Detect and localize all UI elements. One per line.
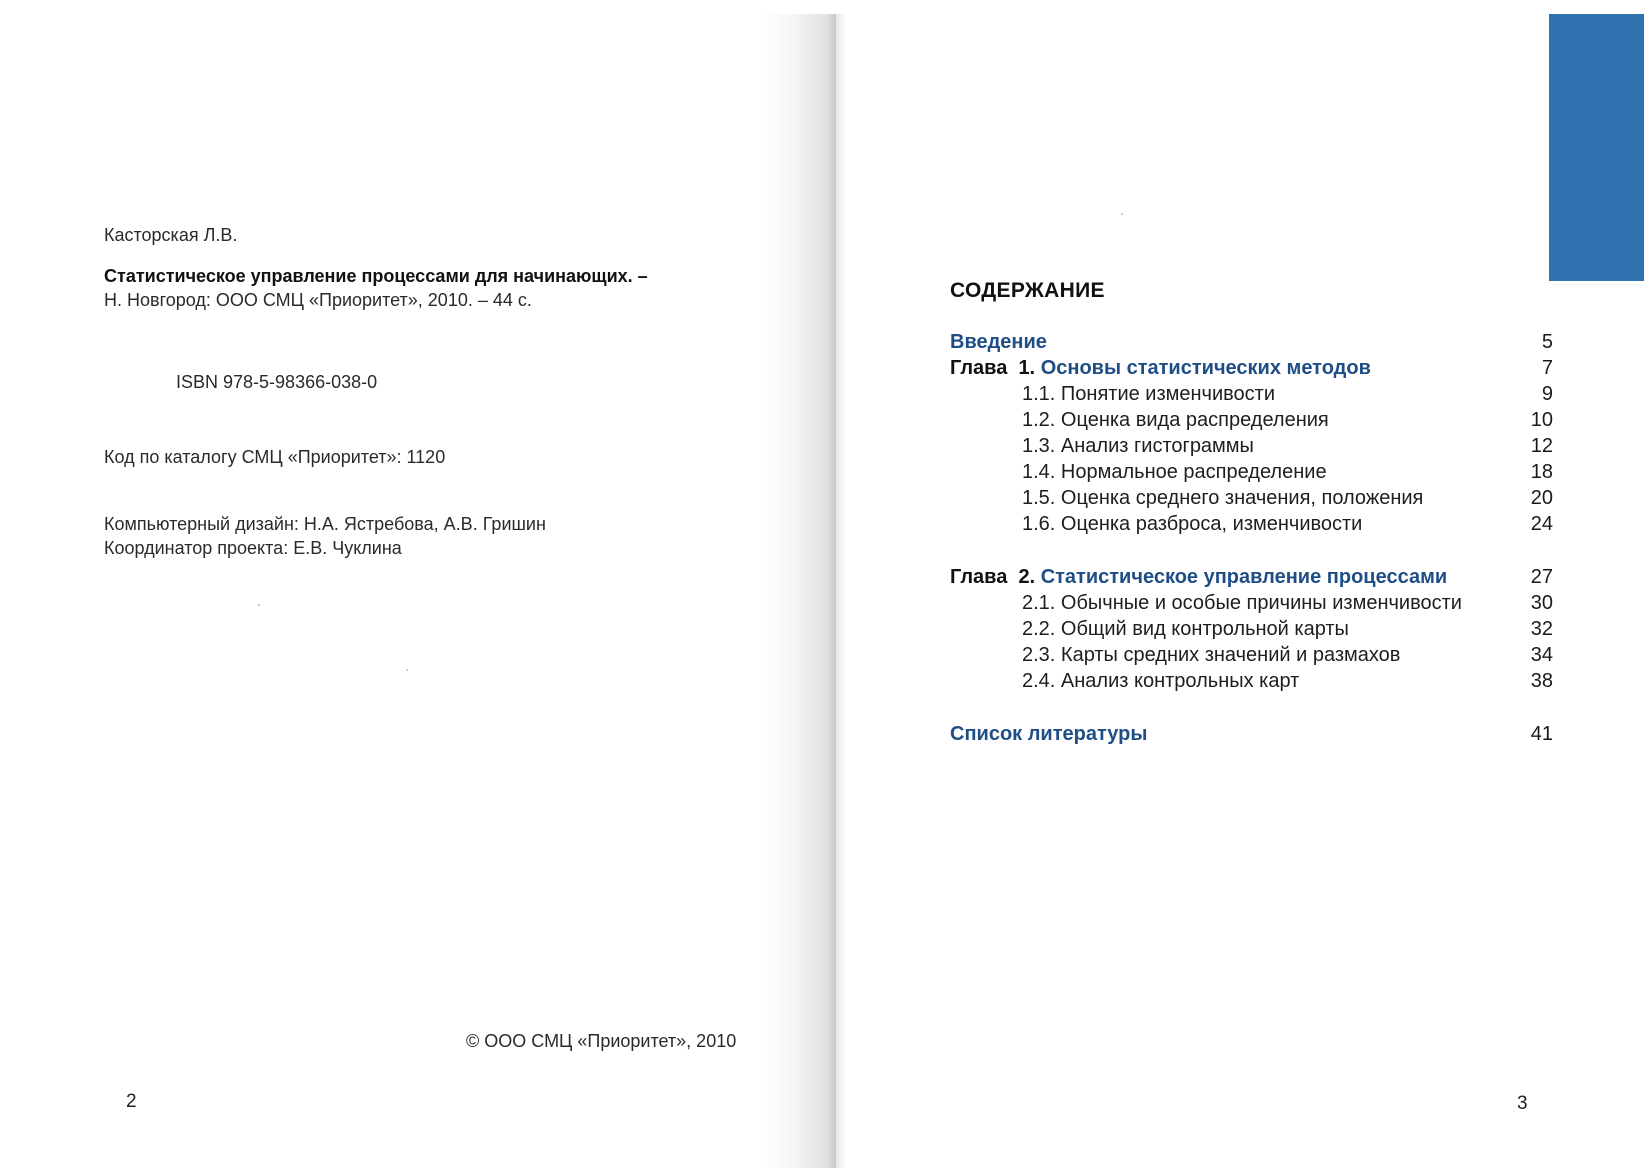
coordinator-credit: Координатор проекта: Е.В. Чуклина [104, 538, 402, 558]
isbn: ISBN 978-5-98366-038-0 [176, 372, 378, 392]
chapter-title: Основы статистических методов [1040, 357, 1371, 379]
chapter-title: Статистическое управление процессами [1040, 566, 1448, 588]
page-number-right: 3 [1517, 1093, 1528, 1114]
section-title: 1.4. Нормальное распределение [1022, 461, 1327, 483]
toc-chapter-2[interactable] [950, 564, 1553, 590]
publisher-line: Н. Новгород: ООО СМЦ «Приоритет», 2010. – 44 с. [104, 290, 532, 310]
toc-page-number: 18 [1530, 461, 1553, 483]
toc-heading: СОДЕРЖАНИЕ [950, 279, 1105, 302]
paper-speck [258, 604, 260, 606]
toc-page-number: 32 [1530, 618, 1553, 640]
section-title: 1.1. Понятие изменчивости [1022, 383, 1276, 405]
toc-section[interactable] [950, 407, 1553, 433]
toc-intro-title: Введение [950, 331, 1047, 353]
toc-section[interactable] [950, 642, 1553, 668]
toc-section[interactable] [950, 459, 1553, 485]
toc-page-number: 5 [1541, 331, 1553, 353]
section-title: 2.3. Карты средних значений и размахов [1022, 644, 1401, 666]
blue-corner-tab [1549, 14, 1644, 281]
chapter-label: Глава 1. [950, 357, 1036, 379]
book-title: Статистическое управление процессами для начинающих. – [104, 266, 648, 286]
section-title: 1.5. Оценка среднего значения, положения [1022, 487, 1424, 509]
catalog-code: Код по каталогу СМЦ «Приоритет»: 1120 [104, 447, 446, 467]
toc-page-number: 30 [1530, 592, 1553, 614]
paper-speck [1121, 213, 1123, 215]
toc-section[interactable] [950, 616, 1553, 642]
toc-page-number: 34 [1530, 644, 1553, 666]
author-name: Касторская Л.В. [104, 225, 238, 245]
page-number-left: 2 [126, 1091, 137, 1112]
toc-page-number: 27 [1530, 566, 1553, 588]
toc-page-number: 38 [1530, 670, 1553, 692]
toc-section[interactable] [950, 590, 1553, 616]
toc-page-number: 24 [1530, 513, 1553, 535]
toc-chapter-1[interactable] [950, 355, 1553, 381]
section-title: 1.2. Оценка вида распределения [1022, 409, 1329, 431]
toc-section[interactable] [950, 381, 1553, 407]
toc-section[interactable] [950, 485, 1553, 511]
section-title: 2.4. Анализ контрольных карт [1022, 670, 1300, 692]
toc-page-number: 10 [1530, 409, 1553, 431]
toc-page-number: 20 [1530, 487, 1553, 509]
section-title: 2.2. Общий вид контрольной карты [1022, 618, 1349, 640]
section-title: 1.3. Анализ гистограммы [1022, 435, 1254, 457]
toc-page-number: 12 [1530, 435, 1553, 457]
toc-page-number: 41 [1530, 723, 1553, 745]
toc-bibliography-entry[interactable] [950, 721, 1553, 747]
gutter-shadow-right [836, 14, 846, 1168]
toc-page-number: 9 [1541, 383, 1553, 405]
toc-bibliography-title: Список литературы [950, 723, 1148, 745]
toc-intro-entry[interactable] [950, 329, 1553, 355]
paper-speck [406, 669, 408, 671]
section-title: 2.1. Обычные и особые причины изменчивости [1022, 592, 1462, 614]
copyright-notice: © ООО СМЦ «Приоритет», 2010 [466, 1031, 737, 1051]
section-title: 1.6. Оценка разброса, изменчивости [1022, 513, 1363, 535]
toc-section[interactable] [950, 433, 1553, 459]
gutter-shadow [760, 14, 836, 1168]
toc-page-number: 7 [1541, 357, 1553, 379]
chapter-label: Глава 2. [950, 566, 1036, 588]
toc-section[interactable] [950, 511, 1553, 537]
toc-section[interactable] [950, 668, 1553, 694]
design-credit: Компьютерный дизайн: Н.А. Ястребова, А.В. Гришин [104, 514, 546, 534]
